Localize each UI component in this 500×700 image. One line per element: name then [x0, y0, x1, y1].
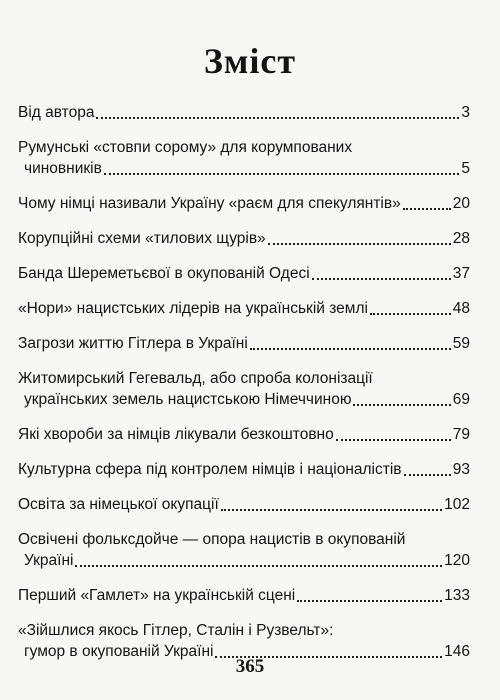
toc-entry-title: Чому німці називали Україну «раєм для спекулянтів» — [18, 195, 401, 212]
page-number: 365 — [235, 656, 265, 677]
dot-leader — [370, 313, 451, 315]
dot-leader — [268, 243, 451, 245]
toc-page-number: 59 — [452, 335, 470, 352]
toc-entry-title-continued: українських земель нацистською Німеччиною — [24, 391, 352, 408]
toc-entry-title: Культурна сфера під контролем німців і націоналістів — [18, 461, 402, 478]
dot-leader — [221, 509, 442, 511]
toc-page-number: 28 — [452, 230, 470, 247]
dot-leader — [75, 565, 442, 567]
toc-entry — [18, 585, 470, 606]
toc-entry — [18, 424, 470, 445]
toc-entry-title: Житомирський Гегевальд, або спроба колонізації — [18, 370, 373, 387]
toc-entry-title-continued: гумор в окупованій Україні — [24, 643, 214, 660]
dot-leader — [312, 278, 451, 280]
toc-page-number: 146 — [444, 643, 470, 660]
toc-page-number: 133 — [444, 587, 470, 604]
toc-entry — [18, 102, 470, 123]
toc-page-number: 69 — [452, 391, 470, 408]
toc-page-number: 120 — [444, 552, 470, 569]
dot-leader — [336, 439, 451, 441]
dot-leader — [104, 173, 460, 175]
toc-entry-title: Загрози життю Гітлера в Україні — [18, 335, 248, 352]
toc-entry — [18, 368, 470, 410]
toc-entry — [18, 529, 470, 571]
toc-entry — [18, 137, 470, 179]
dot-leader — [297, 600, 442, 602]
toc-entry-title-continued: чиновників — [24, 160, 102, 177]
toc-entry — [18, 494, 470, 515]
toc-entry-title: Перший «Гамлет» на українській сцені — [18, 587, 296, 604]
toc-entry-title: Корупційні схеми «тилових щурів» — [18, 230, 266, 247]
toc-page-number: 5 — [461, 160, 470, 177]
dot-leader — [403, 208, 451, 210]
dot-leader — [250, 348, 451, 350]
toc-entry-title: Освічені фольксдойче — опора нацистів в окупованій — [18, 531, 406, 548]
toc-page-number: 37 — [452, 265, 470, 282]
table-of-contents — [18, 102, 470, 676]
dot-leader — [96, 117, 459, 119]
toc-entry-title: Банда Шереметьєвої в окупованій Одесі — [18, 265, 310, 282]
toc-page-number: 3 — [461, 104, 470, 121]
toc-page-number: 20 — [452, 195, 470, 212]
toc-entry-title: «Нори» нацистських лідерів на українській землі — [18, 300, 368, 317]
toc-entry-title: «Зійшлися якось Гітлер, Сталін і Рузвельт»: — [18, 622, 334, 639]
toc-entry-title-continued: Україні — [24, 552, 74, 569]
toc-entry — [18, 228, 470, 249]
toc-entry-title: Освіта за німецької окупації — [18, 496, 219, 513]
toc-entry — [18, 298, 470, 319]
toc-entry — [18, 333, 470, 354]
toc-page-number: 48 — [452, 300, 470, 317]
toc-page-number: 93 — [452, 461, 470, 478]
toc-entry-title: Які хвороби за німців лікували безкоштовно — [18, 426, 334, 443]
toc-entry-title: Від автора — [18, 104, 95, 121]
page-title: Зміст — [203, 41, 297, 81]
toc-page-number: 102 — [444, 496, 470, 513]
toc-entry — [18, 459, 470, 480]
toc-page-number: 79 — [452, 426, 470, 443]
toc-entry — [18, 193, 470, 214]
toc-entry-title: Румунські «стовпи сорому» для корумпованих — [18, 139, 353, 156]
dot-leader — [404, 474, 451, 476]
dot-leader — [353, 404, 450, 406]
toc-entry — [18, 263, 470, 284]
